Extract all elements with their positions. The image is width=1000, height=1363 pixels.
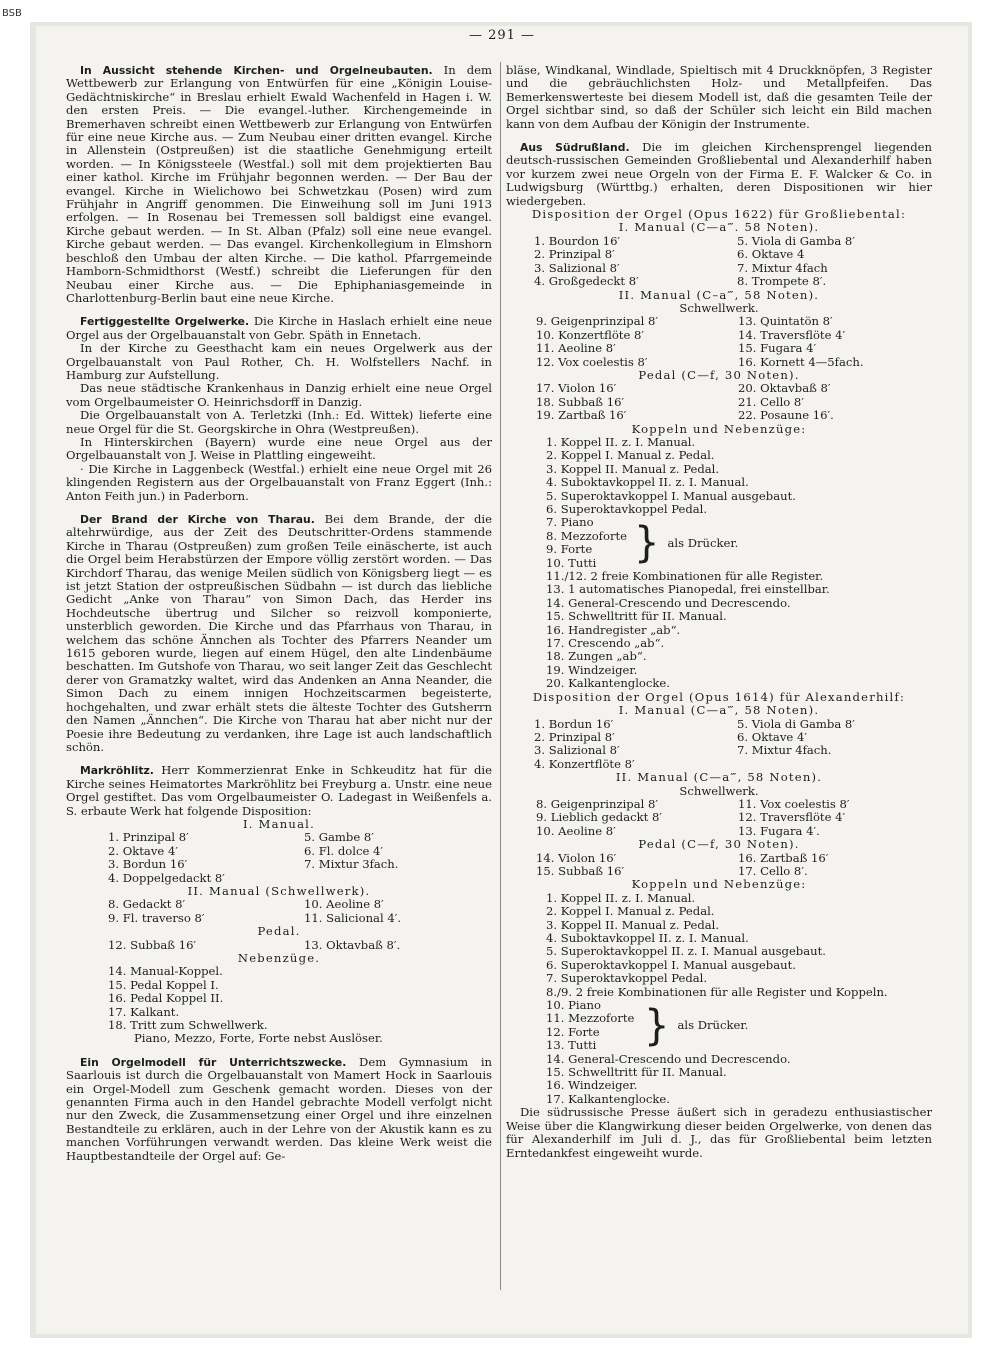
paragraph-text: Dem Gymnasium in Saarlouis ist durch die Orgelbauanstalt von Mamert Hock in Saarlouis ein Orgel-Modell zum Geschenk gemacht worden. Dieses von der genannten Firma auch in den Handel gebrachte Modell verfolgt nicht nur den Zweck, die Zusammensetzung einer Orgel und ihre einzelnen Bestandteile zu erklären, auch in der Lehre von der Akustik kann es zu manchen Vorführungen verwandt werden. Das kleine Werk weist die Hauptbestandteile der Orgel auf: Ge- (66, 1054, 493, 1163)
brace-icon: } (644, 1001, 670, 1050)
register-item: 3. Salizional 8′ (534, 260, 620, 275)
register-item: 3. Bordun 16′ (108, 857, 188, 872)
coupler-item: 10. Tutti (546, 555, 597, 570)
register-item: 15. Subbaß 16′ (536, 863, 625, 878)
register-list (506, 235, 932, 289)
coupler-item: 7. Piano (546, 515, 594, 530)
register-list (66, 939, 492, 952)
register-item: 5. Viola di Gamba 8′ (737, 233, 855, 248)
register-item: 16. Zartbaß 16′ (738, 850, 829, 865)
register-item: 5. Gambe 8′ (304, 830, 374, 845)
paragraph-orgelmodell (66, 1056, 492, 1163)
register-item: 20. Oktavbaß 8′ (738, 381, 831, 396)
register-item: 9. Lieblich gedackt 8′ (536, 810, 662, 825)
coupler-item: 14. General-Crescendo und Decrescendo. (546, 595, 791, 610)
left-column (66, 64, 492, 1163)
register-item: 17. Violon 16′ (536, 381, 617, 396)
register-item: 7. Mixtur 4fach (737, 260, 828, 275)
register-list (66, 898, 492, 925)
section-heading: Aus Südrußland. (520, 141, 630, 155)
register-item: 2. Prinzipal 8′ (534, 247, 615, 262)
disposition-heading: II. Manual (C–a‴, 58 Noten). (618, 287, 820, 302)
register-item: 6. Oktave 4 (737, 247, 805, 262)
paragraph: · Die Kirche in Laggenbeck (Westfal.) erhielt eine neue Orgel mit 26 klingenden Registern aus der Orgelbauanstalt von Franz Eggert (Inh.: Anton Feith jun.) in Paderborn. (66, 461, 492, 503)
register-item: 6. Fl. dolce 4′ (304, 843, 384, 858)
coupler-item: 1. Koppel II. z. I. Manual. (546, 434, 696, 449)
paragraph-text: Bei dem Brande, der die altehrwürdige, aus der Zeit des Deutschritter-Ordens stammende Kirche in Tharau (Ostpreußen) zum großen Teile einäscherte, ist auch die Orgel beim Herabstürzen der Empore völlig zerstört worden. — Das Kirchdorf Tharau, das wenige Meilen südlich von Königsberg liegt — es ist jetzt Station der ostpreußischen Südbahn — ist durch das liebliche Gedicht „Anke von Tharau“ von Simon Dach, das Herder ins Hochdeutsche übertrug und Silcher so reizvoll komponierte, unsterblich geworden. Die Kirche und das Pfarrhaus von Tharau, in welchem das schöne Ännchen als Tochter des Pfarrers Neander um 1615 geboren wurde, liegen auf einem Hügel, den alte Lindenbäume beschatten. Im Gutshofe von Tharau, wo seit langer Zeit das Geschlecht derer von Gramatzky waltet, wird das Andenken an Anna Neander, die Simon Dach zu einem innigen Hochzeitscarmen begeisterte, hochgehalten, und zwar erhält stets die älteste Tochter des Gutsherrn den Namen „Ännchen“. Die Kirche von Tharau hat aber nicht nur der Poesie ihre Bedeutung zu verdanken, ihre Lage ist auch landschaftlich schön. (66, 512, 492, 754)
coupler-item: 2. Koppel I. Manual z. Pedal. (546, 904, 715, 919)
coupler-item: 5. Superoktavkoppel I. Manual ausgebaut. (546, 488, 796, 503)
paragraph-text: Herr Kommerzienrat Enke in Schkeuditz hat für die Kirche seines Heimatortes Markröhlitz bei Freyburg a. Unstr. eine neue Orgel gestiftet. Das vom Orgelbaumeister O. Ladegast in Weißenfels a. S. erbaute Werk hat folgende Disposition: (66, 763, 492, 818)
register-item: 2. Prinzipal 8′ (534, 729, 615, 744)
coupler-item: 5. Superoktavkoppel II. z. I. Manual ausgebaut. (546, 944, 826, 959)
coupler-list (506, 436, 932, 691)
coupler-item: 17. Crescendo „ab“. (546, 636, 665, 651)
register-item: 5. Viola di Gamba 8′ (737, 716, 855, 731)
register-item: 4. Großgedeckt 8′ (534, 274, 639, 289)
register-item: 21. Cello 8′ (738, 394, 804, 409)
disposition-subheading: Schwellwerk. (679, 300, 759, 315)
register-item: 8. Gedackt 8′ (108, 897, 186, 912)
disposition-heading: II. Manual (Schwellwerk). (187, 883, 371, 898)
coupler-item: 17. Kalkantenglocke. (546, 1091, 670, 1106)
register-item: 4. Konzertflöte 8′ (534, 756, 635, 771)
coupler-item: 13. 1 automatisches Pianopedal, frei einstellbar. (546, 582, 830, 597)
register-item: 11. Vox coelestis 8′ (738, 796, 850, 811)
register-item: 22. Posaune 16′. (738, 408, 834, 423)
brace-icon: } (634, 519, 660, 568)
register-item: 9. Geigenprinzipal 8′ (536, 314, 659, 329)
section-heading: In Aussicht stehende Kirchen- und Orgelneubauten. (80, 64, 433, 77)
register-item: 1. Bordun 16′ (534, 716, 614, 731)
disposition-heading: Pedal (C—f, 30 Noten). (638, 837, 800, 852)
paragraph: Die Orgelbauanstalt von A. Terletzki (Inh.: Ed. Wittek) lieferte eine neue Orgel für die St. Georgskirche in Ohra (Westpreußen). (66, 408, 492, 436)
column-divider (500, 62, 501, 1290)
library-stamp: BSB (2, 8, 22, 19)
coupler-item: 16. Windzeiger. (546, 1078, 638, 1093)
register-item: 15. Fugara 4′ (738, 341, 817, 356)
coupler-item: 10. Piano (546, 998, 601, 1013)
paragraph-markroehlitz (66, 764, 492, 818)
section-heading: Ein Orgelmodell für Unterrichtszwecke. (80, 1055, 347, 1069)
coupler-item: 13. Tutti (546, 1038, 597, 1053)
register-item: 19. Zartbaß 16′ (536, 408, 627, 423)
paragraph-text: Die Kirche in Haslach erhielt eine neue Orgel aus der Orgelbauanstalt von Gebr. Späth in Ennetach. (66, 314, 493, 342)
coupler-item: 3. Koppel II. Manual z. Pedal. (546, 917, 720, 932)
coupler-item: 11. Mezzoforte (546, 1011, 635, 1026)
coupler-item: 6. Superoktavkoppel Pedal. (546, 502, 708, 516)
disposition-subheading: Schwellwerk. (679, 783, 759, 798)
coupler-item: 15. Schwelltritt für II. Manual. (546, 609, 727, 624)
register-item: 12. Subbaß 16′ (108, 937, 197, 952)
register-list (506, 718, 932, 772)
register-item: 3. Salizional 8′ (534, 743, 620, 758)
register-item: 10. Aeoline 8′ (536, 823, 616, 838)
page-number: — 291 — (468, 28, 536, 43)
coupler-item: 1. Koppel II. z. I. Manual. (546, 890, 696, 905)
coupler-item: 16. Handregister „ab“. (546, 622, 681, 637)
section-heading: Fertiggestellte Orgelwerke. (80, 315, 250, 329)
register-item: 2. Oktave 4′ (108, 843, 178, 858)
paragraph-text: In dem Wettbewerb zur Erlangung von Entwürfen für eine „Königin Louise-Gedächtniskirche“ in Breslau erhielt Ewald Wachenfeld in Hagen i. W. den ersten Preis. — Die evangel.-luther. Kirchengemeinde in Bremerhaven schreibt einen Wettbewerb zur Erlangung von Entwürfen für eine neue Kirche aus. — Zum Neubau einer dritten evangel. Kirche in Allenstein (Ostpreußen) ist die staatliche Genehmigung erteilt worden. — In Königssteele (Westfal.) soll mit dem projektierten Bau einer kathol. Kirche im Frühjahr begonnen werden. — Der Bau der evangel. Kirche in Wielichowo bei Schwetzkau (Posen) wird zum Frühjahr in Angriff genommen. Die Einweihung soll im Juni 1913 erfolgen. — In Rosenau bei Tremessen soll baldigst eine evangel. Kirche gebaut werden. — In St. Alban (Pfalz) soll eine neue evangel. Kirche gebaut werden. — Das evangel. Kirchenkollegium in Elmshorn beschloß den Umbau der alten Kirche. — Die kathol. Pfarrgemeinde Hamborn-Schmidthorst (Westf.) schreibt die Lieferungen für den Neubau einer Kirche aus. — Die Ephiphaniasgemeinde in Charlottenburg-Berlin baut eine neue Kirche. (66, 63, 492, 305)
register-item: 15. Pedal Koppel I. (108, 977, 219, 992)
register-item: 1. Prinzipal 8′ (108, 830, 189, 845)
disposition-heading: I. Manual. (243, 816, 315, 831)
paragraph-tharau (66, 513, 492, 754)
register-item: 18. Tritt zum Schwellwerk. (108, 1018, 268, 1033)
section-heading: Markröhlitz. (80, 764, 154, 778)
register-item: 13. Fugara 4′. (738, 823, 820, 838)
right-column (506, 64, 932, 1160)
paragraph-suedrussland (506, 141, 932, 208)
register-list (506, 798, 932, 838)
paragraph-kirchenneubauten (66, 64, 492, 305)
coupler-item: 12. Forte (546, 1024, 600, 1039)
coupler-brace-group (546, 999, 932, 1053)
coupler-item: 3. Koppel II. Manual z. Pedal. (546, 461, 720, 476)
register-item: 13. Oktavbaß 8′. (304, 937, 401, 952)
register-item: 7. Mixtur 3fach. (304, 857, 399, 872)
coupler-item: 8./9. 2 freie Kombinationen für alle Register und Koppeln. (546, 984, 888, 999)
coupler-item: 6. Superoktavkoppel I. Manual ausgebaut. (546, 957, 796, 972)
document-page (36, 26, 968, 1334)
paragraph: Das neue städtische Krankenhaus in Danzig erhielt eine neue Orgel vom Orgelbaumeister O. Heinrichsdorff in Danzig. (66, 381, 492, 409)
disposition-heading: Pedal (C—f, 30 Noten). (638, 367, 800, 382)
paragraph: bläse, Windkanal, Windlade, Spieltisch mit 4 Druckknöpfen, 3 Register und die gebräuchlichsten Holz- und Metallpfeifen. Das Bemerkenswerteste bei diesem Modell ist, daß die gesamten Teile der Orgel sichtbar sind, so daß der Schüler sich leicht ein Bild machen kann von dem Aufbau der Königin der Instrumente. (506, 63, 932, 131)
register-item: 14. Traversflöte 4′ (738, 327, 846, 342)
disposition-heading: Nebenzüge. (237, 951, 321, 965)
brace-label: als Drücker. (667, 535, 739, 550)
coupler-item: 4. Suboktavkoppel II. z. I. Manual. (546, 931, 749, 945)
register-item: 18. Subbaß 16′ (536, 394, 625, 409)
register-item: 12. Vox coelestis 8′ (536, 354, 648, 369)
disposition-heading: II. Manual (C—a‴, 58 Noten). (615, 770, 823, 785)
register-item: 8. Geigenprinzipal 8′ (536, 796, 659, 811)
disposition-heading: Koppeln und Nebenzüge: (631, 421, 807, 436)
disposition-heading: Pedal. (257, 924, 301, 939)
register-list (506, 315, 932, 369)
coupler-item: 9. Forte (546, 542, 593, 557)
disposition-title: Disposition der Orgel (Opus 1622) für Großliebental: (531, 207, 907, 222)
register-item: 10. Konzertflöte 8′ (536, 327, 645, 342)
brace-label: als Drücker. (677, 1018, 749, 1033)
coupler-item: 7. Superoktavkoppel Pedal. (546, 971, 708, 986)
register-item: 11. Salicional 4′. (304, 910, 402, 925)
register-item: 13. Quintatön 8′ (738, 314, 833, 329)
register-list (66, 831, 492, 885)
coupler-item: 4. Suboktavkoppel II. z. I. Manual. (546, 475, 749, 490)
disposition-heading: I. Manual (C—a‴, 58 Noten). (618, 703, 820, 718)
register-item: 12. Traversflöte 4′ (738, 810, 846, 825)
coupler-item: 8. Mezzoforte (546, 528, 628, 543)
paragraph-final: Die südrussische Presse äußert sich in geradezu enthusiastischer Weise über die Klangwirkung dieser beiden Orgelwerke, von denen das für Alexanderhilf im Juli d. J., das für Großliebental beim letzten Erntedankfest eingeweiht wurde. (506, 1105, 932, 1160)
disposition-heading: I. Manual (C—a‴. 58 Noten). (618, 220, 820, 235)
paragraph-text: Die im gleichen Kirchensprengel liegenden deutsch-russischen Gemeinden Großliebental und Alexanderhilf haben vor kurzem zwei neue Orgeln von der Firma E. F. Walcker & Co. in Ludwigsburg (Württbg.) erhalten, deren Dispositionen wir hier wiedergeben. (506, 140, 933, 208)
coupler-list (506, 892, 932, 1107)
coupler-item: 2. Koppel I. Manual z. Pedal. (546, 448, 715, 463)
disposition-heading: Koppeln und Nebenzüge: (631, 877, 807, 892)
register-item: 1. Bourdon 16′ (534, 233, 621, 248)
register-list (506, 382, 932, 422)
paragraph-orgelwerke (66, 315, 492, 342)
coupler-item: 18. Zungen „ab“. (546, 649, 647, 664)
register-item: 17. Cello 8′. (738, 863, 808, 878)
register-item: 10. Aeoline 8′ (304, 897, 384, 912)
register-item: 7. Mixtur 4fach. (737, 743, 832, 758)
register-item: 17. Kalkant. (108, 1004, 180, 1019)
register-item: 8. Trompete 8′. (737, 274, 827, 289)
coupler-item: 15. Schwelltritt für II. Manual. (546, 1065, 727, 1080)
register-item: 9. Fl. traverso 8′ (108, 910, 205, 925)
coupler-item: 20. Kalkantenglocke. (546, 676, 670, 691)
register-item: 16. Kornett 4—5fach. (738, 354, 864, 369)
register-list (66, 965, 492, 1045)
register-item: 14. Violon 16′ (536, 850, 617, 865)
coupler-brace-group (546, 516, 932, 570)
register-item: 6. Oktave 4′ (737, 729, 807, 744)
coupler-item: 14. General-Crescendo und Decrescendo. (546, 1051, 791, 1066)
paragraph: In der Kirche zu Geesthacht kam ein neues Orgelwerk aus der Orgelbauanstalt von Paul Rother, Ch. H. Wolfstellers Nachf. in Hamburg zur Aufstellung. (66, 341, 492, 382)
section-heading: Der Brand der Kirche von Tharau. (80, 513, 315, 526)
register-item: 16. Pedal Koppel II. (108, 991, 224, 1006)
register-item: 11. Aeoline 8′ (536, 341, 616, 356)
register-item: 4. Doppelgedackt 8′ (108, 870, 225, 885)
disposition-title: Disposition der Orgel (Opus 1614) für Alexanderhilf: (532, 689, 906, 704)
register-item: 14. Manual-Koppel. (108, 964, 223, 979)
register-list (506, 852, 932, 879)
register-item: Piano, Mezzo, Forte, Forte nebst Auslöser. (134, 1031, 383, 1046)
paragraph: In Hinterskirchen (Bayern) wurde eine neue Orgel aus der Orgelbauanstalt von J. Weise in Plattling eingeweiht. (66, 434, 492, 463)
coupler-item: 11./12. 2 freie Kombinationen für alle Register. (546, 569, 824, 584)
coupler-item: 19. Windzeiger. (546, 662, 638, 677)
